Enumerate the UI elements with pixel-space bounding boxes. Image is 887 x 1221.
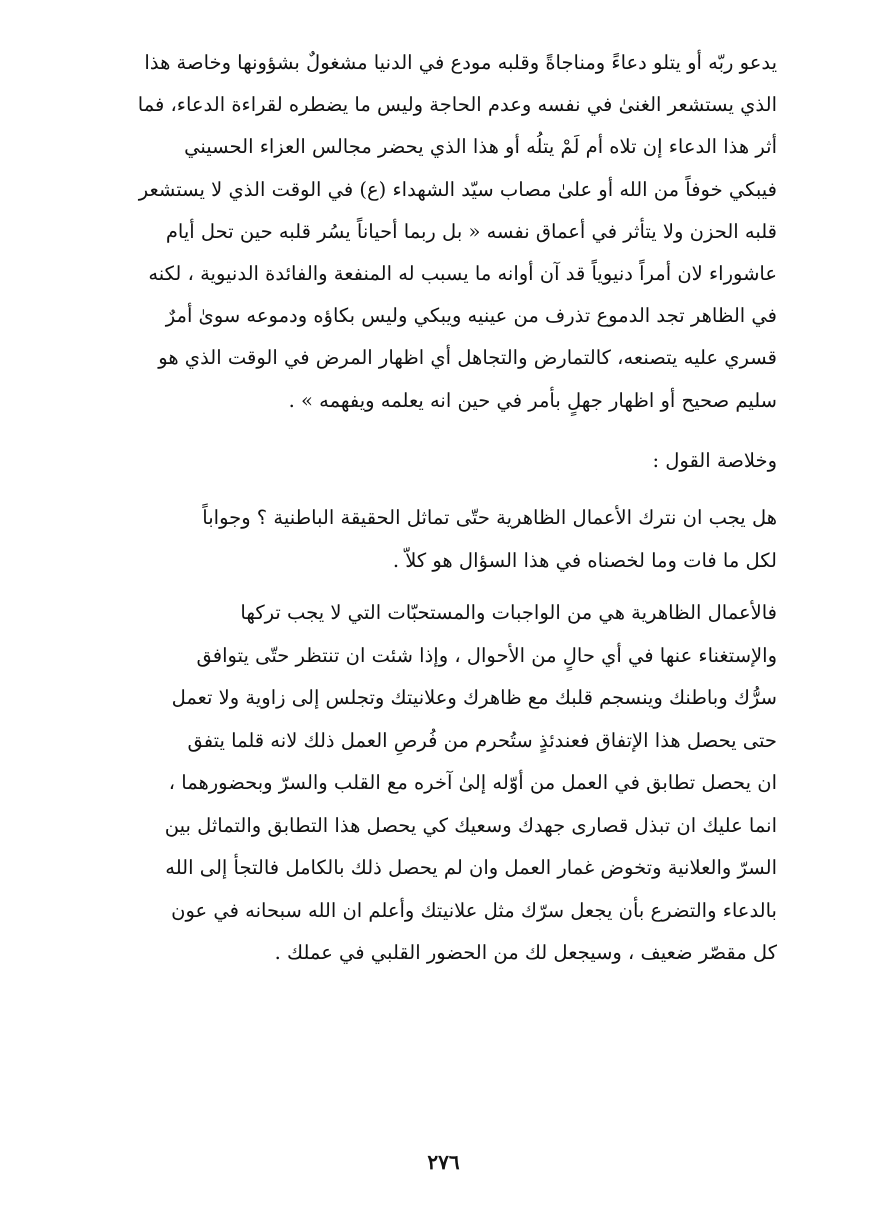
text-line: كل مقصّر ضعيف ، وسيجعل لك من الحضور القلبي في عملك . (274, 941, 777, 964)
text-line: يدعو ربّه أو يتلو دعاءً ومناجاةً وقلبه مودع في الدنيا مشغولٌ بشؤونها وخاصة هذا (144, 51, 777, 74)
page-number: ٢٧٦ (427, 1150, 460, 1174)
text-line: انما عليك ان تبذل قصارى جهدك وسعيك كي يحصل هذا التطابق والتماثل بين (164, 813, 777, 837)
text-line: الذي يستشعر الغنىٰ في نفسه وعدم الحاجة وليس ما يضطره لقراءة الدعاء، فما (137, 93, 777, 117)
paragraph-summary-heading (105, 440, 777, 482)
text-line: قسري عليه يتصنعه، كالتمارض والتجاهل أي اظهار المرض في الوقت الذي هو (158, 346, 777, 370)
text-line: سرُّك وباطنك وينسجم قلبك مع ظاهرك وعلانيتك وتجلس إلى زاوية ولا تعمل (171, 686, 777, 709)
text-line: أثر هذا الدعاء إن تلاه أم لَمْ يتلُه أو هذا الذي يحضر مجالس العزاء الحسيني (184, 135, 777, 159)
text-line: بالدعاء والتضرع بأن يجعل سرّك مثل علانيتك وأعلم ان الله سبحانه في عون (171, 898, 777, 922)
text-line: سليم صحيح أو اظهار جهلٍ بأمر في حين انه يعلمه ويفهمه » . (288, 388, 777, 412)
text-line: في الظاهر تجد الدموع تذرف من عينيه ويبكي وليس بكاؤه ودموعه سوىٰ أمرٌ (165, 304, 777, 328)
text-line: فالأعمال الظاهرية هي من الواجبات والمستحبّات التي لا يجب تركها (240, 601, 777, 624)
text-line: ان يحصل تطابق في العمل من أوّله إلىٰ آخره مع القلب والسرّ وبحضورهما ، (168, 771, 777, 794)
text-line: السرّ والعلانية وتخوض غمار العمل وان لم يحصل ذلك بالكامل فالتجأ إلى الله (165, 856, 777, 879)
text-line: وخلاصة القول : (652, 449, 777, 472)
paragraph-1 (105, 42, 777, 422)
text-line: هل يجب ان نترك الأعمال الظاهرية حتّى تماثل الحقيقة الباطنية ؟ وجواباً (202, 506, 777, 529)
text-line: لكل ما فات وما لخصناه في هذا السؤال هو كلاّ . (392, 549, 777, 572)
paragraph-question (105, 496, 777, 582)
text-line: عاشوراء لان أمراً دنيوياً قد آن أوانه ما يسبب له المنفعة والفائدة الدنيوية ، لكنه (148, 262, 777, 286)
text-line: فيبكي خوفاً من الله أو علىٰ مصاب سيّد الشهداء (ع) في الوقت الذي لا يستشعر (138, 177, 777, 201)
text-line: والإستغناء عنها في أي حالٍ من الأحوال ، وإذا شئت ان تنتظر حتّى يتوافق (196, 643, 777, 667)
text-line: قلبه الحزن ولا يتأثر في أعماق نفسه « بل ربما أحياناً يسُر قلبه حين تحل أيام (165, 219, 777, 243)
paragraph-answer (105, 592, 777, 975)
text-line: حتى يحصل هذا الإتفاق فعندئذٍ ستُحرم من فُرصِ العمل ذلك لانه قلما يتفق (187, 728, 777, 752)
